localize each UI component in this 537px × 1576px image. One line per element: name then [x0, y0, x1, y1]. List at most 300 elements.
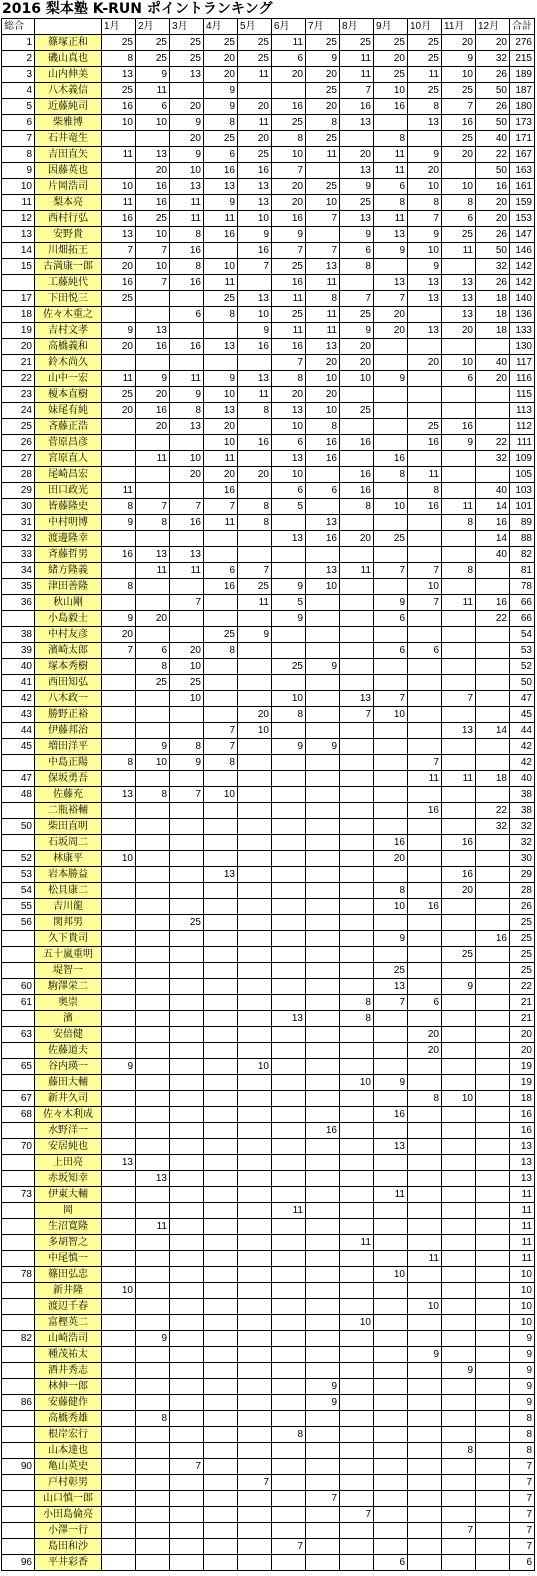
month-points-cell	[102, 451, 136, 467]
table-row	[2, 483, 535, 499]
month-points-cell	[476, 627, 510, 643]
month-points-cell	[272, 1187, 306, 1203]
month-points-cell: 10	[238, 1059, 272, 1075]
total-cell: 21	[510, 995, 535, 1011]
month-points-cell: 8	[136, 1411, 170, 1427]
month-points-cell	[374, 115, 408, 131]
month-points-cell	[238, 851, 272, 867]
month-points-cell	[408, 1203, 442, 1219]
rank-cell	[2, 1299, 35, 1315]
month-points-cell	[170, 947, 204, 963]
month-points-cell: 11	[102, 371, 136, 387]
month-points-cell	[204, 1219, 238, 1235]
month-points-cell	[442, 819, 476, 835]
month-points-cell	[408, 1171, 442, 1187]
month-points-cell	[136, 1523, 170, 1539]
month-points-cell: 20	[136, 419, 170, 435]
rank-cell: 15	[2, 259, 35, 275]
month-points-cell	[476, 1379, 510, 1395]
month-points-cell: 16	[306, 531, 340, 547]
column-header: 総合	[2, 19, 35, 35]
month-points-cell	[102, 1427, 136, 1443]
month-points-cell	[272, 1395, 306, 1411]
month-points-cell: 25	[340, 195, 374, 211]
table-row	[2, 451, 535, 467]
month-points-cell: 20	[102, 403, 136, 419]
name-cell: 佐藤充	[35, 787, 102, 803]
month-points-cell	[136, 1123, 170, 1139]
month-points-cell: 10	[374, 899, 408, 915]
month-points-cell	[306, 883, 340, 899]
month-points-cell	[340, 1411, 374, 1427]
name-cell: 吉村文孝	[35, 323, 102, 339]
month-points-cell	[204, 851, 238, 867]
name-cell: 島田和沙	[35, 1539, 102, 1555]
name-cell: 八木政一	[35, 691, 102, 707]
column-header	[35, 19, 102, 35]
month-points-cell	[136, 595, 170, 611]
month-points-cell: 11	[306, 307, 340, 323]
rank-cell: 41	[2, 675, 35, 691]
month-points-cell	[408, 851, 442, 867]
month-points-cell	[238, 1043, 272, 1059]
month-points-cell	[442, 1459, 476, 1475]
month-points-cell	[136, 1427, 170, 1443]
month-points-cell: 10	[102, 1283, 136, 1299]
month-points-cell	[272, 1283, 306, 1299]
month-points-cell	[102, 739, 136, 755]
month-points-cell: 8	[408, 195, 442, 211]
month-points-cell	[204, 1091, 238, 1107]
month-points-cell	[238, 995, 272, 1011]
month-points-cell	[238, 979, 272, 995]
total-cell: 89	[510, 515, 535, 531]
month-points-cell: 7	[136, 243, 170, 259]
total-cell: 66	[510, 595, 535, 611]
month-points-cell: 25	[136, 211, 170, 227]
month-points-cell	[374, 739, 408, 755]
month-points-cell	[408, 883, 442, 899]
month-points-cell: 18	[476, 323, 510, 339]
month-points-cell	[340, 419, 374, 435]
table-row	[2, 1091, 535, 1107]
month-points-cell: 6	[442, 211, 476, 227]
name-cell: 富樫英二	[35, 1315, 102, 1331]
month-points-cell: 7	[374, 291, 408, 307]
month-points-cell	[306, 931, 340, 947]
total-cell: 13	[510, 1155, 535, 1171]
table-row	[2, 755, 535, 771]
month-points-cell	[476, 387, 510, 403]
month-points-cell: 9	[170, 387, 204, 403]
month-points-cell: 11	[272, 323, 306, 339]
month-points-cell: 25	[102, 35, 136, 51]
month-points-cell	[136, 531, 170, 547]
month-points-cell	[170, 1059, 204, 1075]
rank-cell: 35	[2, 579, 35, 595]
month-points-cell	[238, 1411, 272, 1427]
month-points-cell	[340, 1251, 374, 1267]
total-cell: 9	[510, 1379, 535, 1395]
month-points-cell	[102, 819, 136, 835]
rank-cell: 78	[2, 1267, 35, 1283]
month-points-cell	[136, 707, 170, 723]
name-cell: 上田亮	[35, 1155, 102, 1171]
month-points-cell	[374, 355, 408, 371]
month-points-cell: 18	[476, 307, 510, 323]
month-points-cell	[374, 1347, 408, 1363]
month-points-cell	[102, 1123, 136, 1139]
month-points-cell	[340, 659, 374, 675]
name-cell: 西村行弘	[35, 211, 102, 227]
month-points-cell: 8	[374, 195, 408, 211]
month-points-cell: 8	[204, 755, 238, 771]
month-points-cell	[374, 1091, 408, 1107]
month-points-cell	[272, 835, 306, 851]
month-points-cell: 40	[476, 355, 510, 371]
month-points-cell: 8	[170, 739, 204, 755]
month-points-cell: 10	[442, 67, 476, 83]
month-points-cell	[238, 1235, 272, 1251]
month-points-cell	[170, 1299, 204, 1315]
rank-cell: 82	[2, 1331, 35, 1347]
table-row	[2, 723, 535, 739]
month-points-cell	[306, 1539, 340, 1555]
month-points-cell: 8	[136, 515, 170, 531]
rank-cell: 13	[2, 227, 35, 243]
month-points-cell: 7	[374, 563, 408, 579]
name-cell: 片岡浩司	[35, 179, 102, 195]
name-cell: 田口政光	[35, 483, 102, 499]
total-cell: 6	[510, 1555, 535, 1571]
column-header: 11月	[442, 19, 476, 35]
month-points-cell	[306, 1443, 340, 1459]
month-points-cell	[136, 963, 170, 979]
month-points-cell	[374, 1235, 408, 1251]
month-points-cell: 14	[476, 723, 510, 739]
total-cell: 11	[510, 1219, 535, 1235]
month-points-cell	[238, 947, 272, 963]
month-points-cell	[408, 1363, 442, 1379]
month-points-cell: 9	[238, 323, 272, 339]
month-points-cell	[476, 995, 510, 1011]
month-points-cell: 7	[204, 723, 238, 739]
table-row	[2, 275, 535, 291]
month-points-cell	[238, 419, 272, 435]
month-points-cell	[272, 1171, 306, 1187]
rank-cell: 4	[2, 83, 35, 99]
month-points-cell	[442, 931, 476, 947]
total-cell: 7	[510, 1539, 535, 1555]
table-row	[2, 307, 535, 323]
month-points-cell: 16	[238, 339, 272, 355]
month-points-cell	[340, 1379, 374, 1395]
month-points-cell: 25	[238, 147, 272, 163]
total-cell: 19	[510, 1059, 535, 1075]
rank-cell: 3	[2, 67, 35, 83]
total-cell: 142	[510, 275, 535, 291]
month-points-cell	[238, 915, 272, 931]
name-cell: 駒澤栄二	[35, 979, 102, 995]
name-cell: 梨本亮	[35, 195, 102, 211]
rank-cell	[2, 611, 35, 627]
month-points-cell	[170, 1507, 204, 1523]
month-points-cell: 13	[170, 547, 204, 563]
month-points-cell	[374, 627, 408, 643]
month-points-cell	[136, 1107, 170, 1123]
total-cell: 82	[510, 547, 535, 563]
month-points-cell	[102, 771, 136, 787]
total-cell: 105	[510, 467, 535, 483]
month-points-cell	[102, 1107, 136, 1123]
month-points-cell	[238, 867, 272, 883]
month-points-cell	[340, 1171, 374, 1187]
month-points-cell	[102, 1523, 136, 1539]
name-cell: 渡邊隆幸	[35, 531, 102, 547]
month-points-cell: 7	[204, 499, 238, 515]
month-points-cell	[238, 1251, 272, 1267]
month-points-cell	[170, 723, 204, 739]
month-points-cell	[340, 947, 374, 963]
month-points-cell	[476, 1027, 510, 1043]
month-points-cell: 20	[170, 643, 204, 659]
month-points-cell	[272, 515, 306, 531]
table-row	[2, 339, 535, 355]
month-points-cell: 11	[204, 451, 238, 467]
month-points-cell: 7	[340, 83, 374, 99]
month-points-cell: 7	[238, 1475, 272, 1491]
month-points-cell	[340, 1091, 374, 1107]
month-points-cell: 10	[340, 1315, 374, 1331]
month-points-cell	[442, 1491, 476, 1507]
month-points-cell	[476, 1539, 510, 1555]
month-points-cell	[136, 483, 170, 499]
month-points-cell	[238, 1347, 272, 1363]
column-header: 7月	[306, 19, 340, 35]
month-points-cell	[476, 1475, 510, 1491]
table-row	[2, 595, 535, 611]
name-cell: 保坂勇吾	[35, 771, 102, 787]
month-points-cell: 10	[136, 115, 170, 131]
month-points-cell	[170, 1235, 204, 1251]
total-cell: 13	[510, 1139, 535, 1155]
month-points-cell	[204, 1187, 238, 1203]
month-points-cell	[170, 1251, 204, 1267]
rank-cell: 63	[2, 1027, 35, 1043]
month-points-cell	[442, 1139, 476, 1155]
month-points-cell	[374, 1123, 408, 1139]
month-points-cell	[136, 1075, 170, 1091]
month-points-cell	[408, 1507, 442, 1523]
month-points-cell	[374, 675, 408, 691]
total-cell: 173	[510, 115, 535, 131]
month-points-cell: 20	[408, 1043, 442, 1059]
month-points-cell	[442, 803, 476, 819]
month-points-cell	[374, 1491, 408, 1507]
month-points-cell	[476, 1059, 510, 1075]
month-points-cell: 13	[306, 515, 340, 531]
month-points-cell: 8	[408, 1091, 442, 1107]
month-points-cell	[442, 1251, 476, 1267]
table-row	[2, 1347, 535, 1363]
total-cell: 10	[510, 1283, 535, 1299]
month-points-cell	[442, 739, 476, 755]
rank-cell	[2, 1379, 35, 1395]
header-row	[2, 19, 535, 35]
month-points-cell: 7	[170, 499, 204, 515]
name-cell: 高橋義和	[35, 339, 102, 355]
month-points-cell	[408, 627, 442, 643]
rank-cell	[2, 947, 35, 963]
month-points-cell	[408, 371, 442, 387]
name-cell: 久下貴司	[35, 931, 102, 947]
month-points-cell: 16	[374, 451, 408, 467]
month-points-cell	[408, 1267, 442, 1283]
month-points-cell	[476, 403, 510, 419]
month-points-cell: 20	[204, 51, 238, 67]
month-points-cell: 9	[272, 611, 306, 627]
table-row	[2, 643, 535, 659]
month-points-cell	[442, 483, 476, 499]
month-points-cell	[442, 643, 476, 659]
table-row	[2, 1507, 535, 1523]
rank-cell	[2, 1475, 35, 1491]
month-points-cell	[442, 1427, 476, 1443]
rank-cell	[2, 1539, 35, 1555]
month-points-cell	[408, 867, 442, 883]
month-points-cell	[102, 355, 136, 371]
table-row	[2, 1059, 535, 1075]
month-points-cell	[238, 1027, 272, 1043]
month-points-cell	[374, 1331, 408, 1347]
month-points-cell: 8	[340, 499, 374, 515]
month-points-cell	[102, 1299, 136, 1315]
month-points-cell: 9	[204, 99, 238, 115]
month-points-cell	[238, 1219, 272, 1235]
month-points-cell	[136, 307, 170, 323]
month-points-cell	[272, 931, 306, 947]
month-points-cell: 10	[306, 371, 340, 387]
month-points-cell: 25	[238, 35, 272, 51]
month-points-cell: 9	[204, 195, 238, 211]
name-cell: 新井隆	[35, 1283, 102, 1299]
table-row	[2, 1411, 535, 1427]
month-points-cell: 11	[170, 195, 204, 211]
month-points-cell: 25	[102, 387, 136, 403]
month-points-cell	[476, 1219, 510, 1235]
month-points-cell: 11	[102, 147, 136, 163]
month-points-cell	[272, 803, 306, 819]
month-points-cell	[102, 659, 136, 675]
month-points-cell	[102, 963, 136, 979]
month-points-cell	[204, 595, 238, 611]
table-row	[2, 51, 535, 67]
month-points-cell	[442, 707, 476, 723]
month-points-cell	[204, 1523, 238, 1539]
month-points-cell	[238, 1395, 272, 1411]
month-points-cell	[204, 1443, 238, 1459]
month-points-cell	[306, 1315, 340, 1331]
month-points-cell: 16	[442, 867, 476, 883]
month-points-cell	[102, 899, 136, 915]
month-points-cell: 6	[204, 147, 238, 163]
month-points-cell: 20	[272, 67, 306, 83]
total-cell: 25	[510, 947, 535, 963]
month-points-cell: 25	[340, 35, 374, 51]
month-points-cell: 20	[306, 387, 340, 403]
month-points-cell: 9	[102, 611, 136, 627]
month-points-cell	[442, 1123, 476, 1139]
month-points-cell	[374, 1379, 408, 1395]
month-points-cell: 20	[476, 35, 510, 51]
month-points-cell: 11	[306, 275, 340, 291]
rank-cell	[2, 963, 35, 979]
month-points-cell: 25	[374, 35, 408, 51]
name-cell: 安居純也	[35, 1139, 102, 1155]
month-points-cell: 20	[476, 195, 510, 211]
month-points-cell	[476, 899, 510, 915]
month-points-cell	[340, 1059, 374, 1075]
month-points-cell	[102, 691, 136, 707]
month-points-cell: 8	[102, 579, 136, 595]
table-row	[2, 1187, 535, 1203]
month-points-cell	[442, 403, 476, 419]
month-points-cell	[238, 1555, 272, 1571]
total-cell: 8	[510, 1443, 535, 1459]
month-points-cell	[374, 723, 408, 739]
month-points-cell	[238, 275, 272, 291]
month-points-cell	[102, 947, 136, 963]
month-points-cell: 9	[306, 51, 340, 67]
month-points-cell	[238, 1011, 272, 1027]
month-points-cell	[238, 931, 272, 947]
rank-cell: 27	[2, 451, 35, 467]
month-points-cell: 16	[306, 1123, 340, 1139]
total-cell: 9	[510, 1363, 535, 1379]
month-points-cell: 8	[102, 51, 136, 67]
month-points-cell: 10	[442, 179, 476, 195]
month-points-cell: 13	[136, 547, 170, 563]
total-cell: 42	[510, 755, 535, 771]
month-points-cell: 11	[374, 1187, 408, 1203]
month-points-cell	[442, 387, 476, 403]
month-points-cell	[306, 1091, 340, 1107]
month-points-cell	[136, 355, 170, 371]
month-points-cell	[306, 1139, 340, 1155]
month-points-cell	[374, 1283, 408, 1299]
month-points-cell	[306, 1267, 340, 1283]
sheet-title: 2016 梨本塾 K-RUN ポイントランキング	[2, 1, 273, 17]
total-cell: 38	[510, 787, 535, 803]
month-points-cell	[340, 627, 374, 643]
month-points-cell	[204, 323, 238, 339]
month-points-cell	[136, 1187, 170, 1203]
month-points-cell: 22	[476, 803, 510, 819]
month-points-cell: 13	[170, 419, 204, 435]
total-cell: 187	[510, 83, 535, 99]
month-points-cell: 20	[476, 371, 510, 387]
month-points-cell	[476, 467, 510, 483]
month-points-cell: 5	[272, 595, 306, 611]
month-points-cell: 13	[272, 531, 306, 547]
month-points-cell: 13	[408, 291, 442, 307]
rank-cell: 47	[2, 771, 35, 787]
month-points-cell: 7	[272, 355, 306, 371]
table-row	[2, 419, 535, 435]
month-points-cell	[408, 1539, 442, 1555]
name-cell: 佐々木重之	[35, 307, 102, 323]
table-row	[2, 131, 535, 147]
